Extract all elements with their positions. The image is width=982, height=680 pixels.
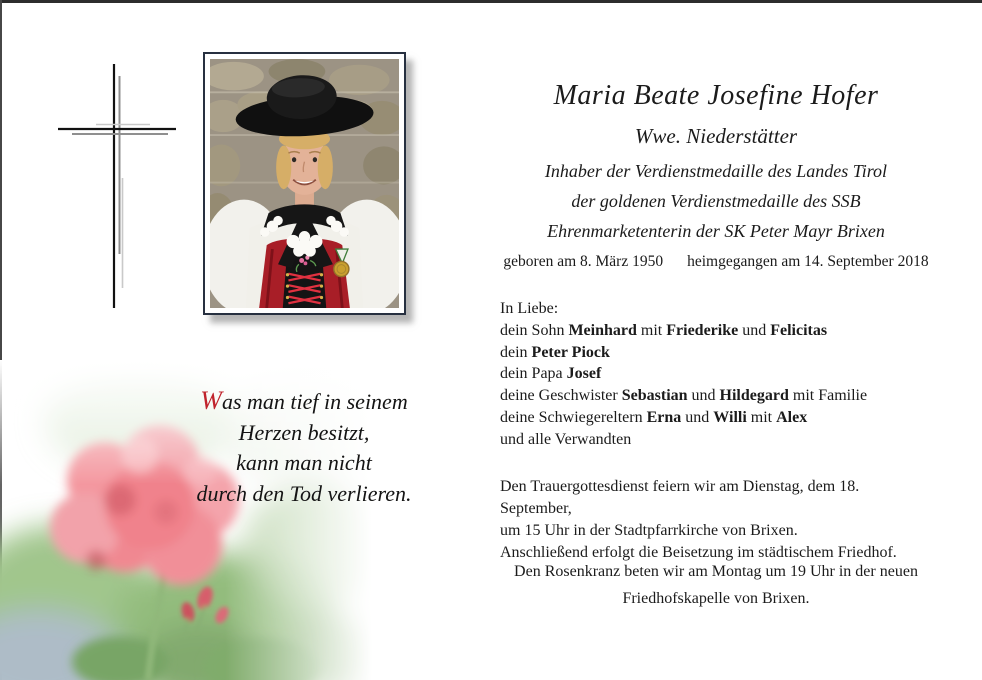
- rosary-line-2: Friedhofskapelle von Brixen.: [622, 590, 810, 607]
- poem-line-3: kann man nicht: [236, 450, 372, 475]
- top-border: [0, 0, 982, 3]
- poem-line-1: Was man tief in seinem: [200, 386, 408, 415]
- mourner-line: deine Schwiegereltern Erna und Willi mit Alex: [500, 408, 808, 426]
- poem-line-2: Herzen besitzt,: [238, 419, 370, 445]
- mourner-line: und alle Verwandten: [500, 430, 632, 448]
- honor-line-1: Inhaber der Verdienstmedaille des Landes Tirol: [544, 161, 888, 181]
- rosary-info: [500, 558, 932, 612]
- poem: [168, 386, 440, 509]
- mourner-line: deine Geschwister Sebastian und Hildegard mit Familie: [500, 387, 868, 405]
- service-line-3: Anschließend erfolgt die Beisetzung im städtischem Friedhof.: [500, 544, 897, 561]
- mourners-intro: In Liebe:: [500, 300, 559, 317]
- honor-line-3: Ehrenmarketenterin der SK Peter Mayr Brixen: [547, 221, 885, 241]
- death-date: heimgegangen am 14. September 2018: [687, 253, 929, 270]
- mourner-line: dein Peter Piock: [500, 343, 610, 361]
- portrait-photo-image: [210, 59, 399, 308]
- poem-initial-letter: W: [200, 386, 222, 415]
- mourners-list: [500, 298, 932, 451]
- birth-date: geboren am 8. März 1950: [503, 253, 664, 270]
- deceased-name: Maria Beate Josefine Hofer: [553, 80, 879, 111]
- funeral-service-info: [500, 476, 932, 564]
- portrait-photo: [203, 52, 406, 315]
- life-dates: [500, 253, 932, 271]
- widow-title: Wwe. Niederstätter: [634, 124, 798, 148]
- service-line-1: Den Trauergottesdienst feiern wir am Dienstag, dem 18. September,: [500, 478, 860, 517]
- mourner-line: dein Papa Josef: [500, 365, 602, 383]
- service-line-2: um 15 Uhr in der Stadtpfarrkirche von Brixen.: [500, 522, 798, 539]
- poem-line-4: durch den Tod verlieren.: [196, 480, 412, 506]
- memorial-cross-icon: [50, 58, 185, 313]
- rosary-line-1: Den Rosenkranz beten wir am Montag um 19 Uhr in der neuen: [514, 563, 918, 580]
- mourner-line: dein Sohn Meinhard mit Friederike und Felicitas: [500, 321, 828, 339]
- honor-line-2: der goldenen Verdienstmedaille des SSB: [571, 191, 861, 211]
